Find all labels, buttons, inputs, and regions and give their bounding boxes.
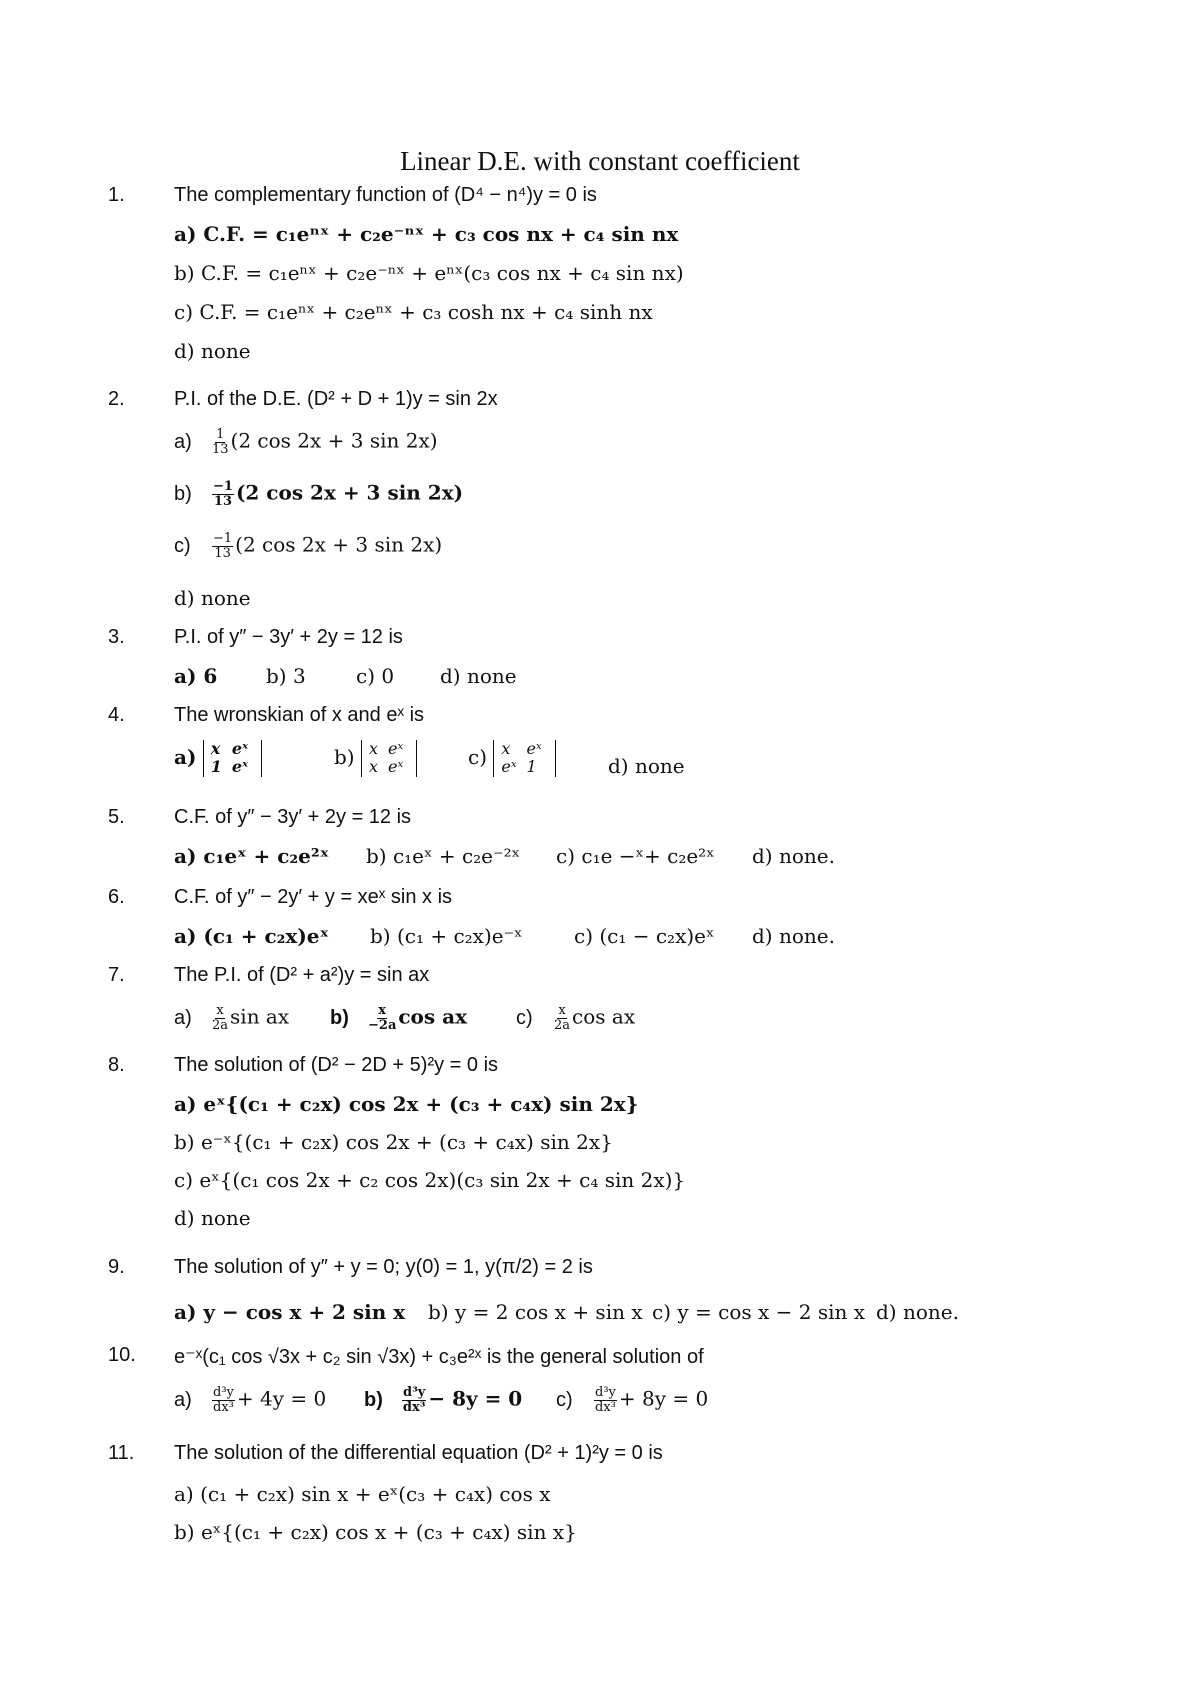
fraction: $\frac{\text{d³y}}{\text{dx³}}$: [402, 1385, 426, 1415]
question-7-option-a: [174, 1004, 289, 1032]
question-6-option-a: a) (c₁ + c₂x)eˣ: [174, 924, 330, 948]
question-7-option-b: [330, 1004, 467, 1032]
question-6-option-b: b) (c₁ + c₂x)e⁻ˣ: [370, 924, 523, 948]
fraction: $\frac{x}{2a}$: [554, 1003, 571, 1033]
option-a-expression: sin ax: [230, 1004, 290, 1029]
question-2-option-b: [174, 480, 463, 508]
question-1-option-d: d) none: [174, 339, 251, 363]
question-11-text: The solution of the differential equation (D² + 1)²y = 0 is: [174, 1442, 663, 1464]
question-4-number: 4.: [108, 704, 125, 726]
question-1-option-b: b) C.F. = c₁eⁿˣ + c₂e⁻ⁿˣ + eⁿˣ(c₃ cos nx + c₄ sin nx): [174, 261, 684, 285]
question-10-option-b: [364, 1386, 522, 1414]
question-9-option-c: c) y = cos x − 2 sin x: [652, 1300, 866, 1324]
question-10-option-c: [556, 1386, 708, 1414]
question-6-text: C.F. of y″ − 2y′ + y = xeˣ sin x is: [174, 886, 453, 908]
option-b-label: b): [364, 1388, 383, 1411]
option-c-label: c): [468, 744, 488, 769]
determinant: x eˣ 1 eˣ: [203, 740, 262, 777]
option-a-label: a): [174, 1006, 192, 1029]
question-7-number: 7.: [108, 964, 125, 986]
question-7-option-c: [516, 1004, 635, 1032]
question-5-option-d: d) none.: [752, 844, 835, 868]
fraction: $\frac{x}{-2a}$: [368, 1003, 397, 1033]
question-5-option-c: c) c₁e −ˣ+ c₂e²ˣ: [556, 844, 715, 868]
fraction: $\frac{\text{d³y}}{\text{dx³}}$: [213, 1385, 234, 1415]
option-a-label: a): [174, 1388, 192, 1411]
question-8-option-a: a) eˣ{(c₁ + c₂x) cos 2x + (c₃ + c₄x) sin 2x}: [174, 1092, 639, 1116]
option-b-label: b): [330, 1006, 349, 1029]
option-b-label: b): [334, 744, 355, 769]
question-4-option-a: [174, 740, 262, 777]
question-3-option-b: b) 3: [266, 664, 306, 688]
fraction: $\frac{1}{13}$: [212, 427, 229, 457]
question-10-text: e⁻ˣ(c₁ cos √3x + c₂ sin √3x) + c₃e²ˣ is the general solution of: [174, 1346, 704, 1368]
question-4-text: The wronskian of x and eˣ is: [174, 704, 425, 726]
question-8-text: The solution of (D² − 2D + 5)²y = 0 is: [174, 1054, 499, 1076]
question-2-option-d: d) none: [174, 586, 251, 610]
question-4-option-b: [334, 740, 417, 777]
option-c-expression: (2 cos 2x + 3 sin 2x): [235, 532, 443, 557]
question-11-option-b: b) eˣ{(c₁ + c₂x) cos x + (c₃ + c₄x) sin x}: [174, 1520, 577, 1544]
option-b-expression: − 8y = 0: [428, 1386, 523, 1411]
question-3-option-a: a) 6: [174, 664, 218, 688]
question-1-option-c: c) C.F. = c₁eⁿˣ + c₂eⁿˣ + c₃ cosh nx + c₄ sinh nx: [174, 300, 653, 324]
question-3-text: P.I. of y″ − 3y′ + 2y = 12 is: [174, 626, 403, 648]
fraction: $\frac{-1}{13}$: [213, 479, 233, 509]
question-5-text: C.F. of y″ − 3y′ + 2y = 12 is: [174, 806, 412, 828]
option-b-expression: cos ax: [398, 1004, 467, 1029]
question-10-option-a: [174, 1386, 326, 1414]
fraction: $\frac{\text{d³y}}{\text{dx³}}$: [595, 1385, 616, 1415]
question-3-number: 3.: [108, 626, 125, 648]
question-9-option-d: d) none.: [876, 1300, 959, 1324]
determinant: x eˣ eˣ 1: [493, 740, 555, 777]
question-6-option-c: c) (c₁ − c₂x)eˣ: [574, 924, 715, 948]
question-1-option-a: a) C.F. = c₁eⁿˣ + c₂e⁻ⁿˣ + c₃ cos nx + c₄ sin nx: [174, 222, 679, 246]
question-11-option-a: a) (c₁ + c₂x) sin x + eˣ(c₃ + c₄x) cos x: [174, 1482, 551, 1506]
option-a-label: a): [174, 430, 192, 453]
question-2-option-a: [174, 428, 438, 456]
question-11-number: 11.: [108, 1442, 135, 1464]
question-5-option-a: a) c₁eˣ + c₂e²ˣ: [174, 844, 330, 868]
question-2-number: 2.: [108, 388, 125, 410]
question-2-option-c: [174, 532, 442, 560]
option-b-label: b): [174, 482, 192, 505]
option-c-expression: + 8y = 0: [618, 1386, 709, 1411]
question-4-option-c: [468, 740, 556, 777]
option-c-label: c): [556, 1388, 573, 1411]
question-5-number: 5.: [108, 806, 125, 828]
question-4-option-d: d) none: [608, 754, 685, 778]
question-9-option-a: a) y − cos x + 2 sin x: [174, 1300, 406, 1324]
question-8-option-c: c) eˣ{(c₁ cos 2x + c₂ cos 2x)(c₃ sin 2x + c₄ sin 2x)}: [174, 1168, 686, 1192]
question-8-option-d: d) none: [174, 1206, 251, 1230]
question-7-text: The P.I. of (D² + a²)y = sin ax: [174, 964, 430, 986]
option-c-label: c): [516, 1006, 533, 1029]
question-10-number: 10.: [108, 1344, 136, 1366]
question-1-number: 1.: [108, 184, 125, 206]
determinant: x eˣ x eˣ: [361, 740, 417, 777]
question-6-option-d: d) none.: [752, 924, 835, 948]
option-a-label: a): [174, 744, 197, 769]
option-c-label: c): [174, 534, 191, 557]
question-9-number: 9.: [108, 1256, 125, 1278]
question-8-number: 8.: [108, 1054, 125, 1076]
question-9-option-b: b) y = 2 cos x + sin x: [428, 1300, 643, 1324]
question-5-option-b: b) c₁eˣ + c₂e⁻²ˣ: [366, 844, 521, 868]
option-a-expression: + 4y = 0: [236, 1386, 327, 1411]
option-c-expression: cos ax: [572, 1004, 636, 1029]
question-6-number: 6.: [108, 886, 125, 908]
fraction: $\frac{-1}{13}$: [213, 531, 233, 561]
question-1-text: The complementary function of (D⁴ − n⁴)y = 0 is: [174, 184, 597, 206]
question-3-option-c: c) 0: [356, 664, 395, 688]
option-a-expression: (2 cos 2x + 3 sin 2x): [230, 428, 438, 453]
question-8-option-b: b) e⁻ˣ{(c₁ + c₂x) cos 2x + (c₃ + c₄x) sin 2x}: [174, 1130, 613, 1154]
question-9-text: The solution of y″ + y = 0; y(0) = 1, y(π/2) = 2 is: [174, 1256, 593, 1278]
question-2-text: P.I. of the D.E. (D² + D + 1)y = sin 2x: [174, 388, 498, 410]
question-3-option-d: d) none: [440, 664, 517, 688]
page-title: Linear D.E. with constant coefficient: [400, 146, 800, 176]
option-b-expression: (2 cos 2x + 3 sin 2x): [235, 480, 464, 505]
fraction: $\frac{x}{2a}$: [212, 1003, 229, 1033]
